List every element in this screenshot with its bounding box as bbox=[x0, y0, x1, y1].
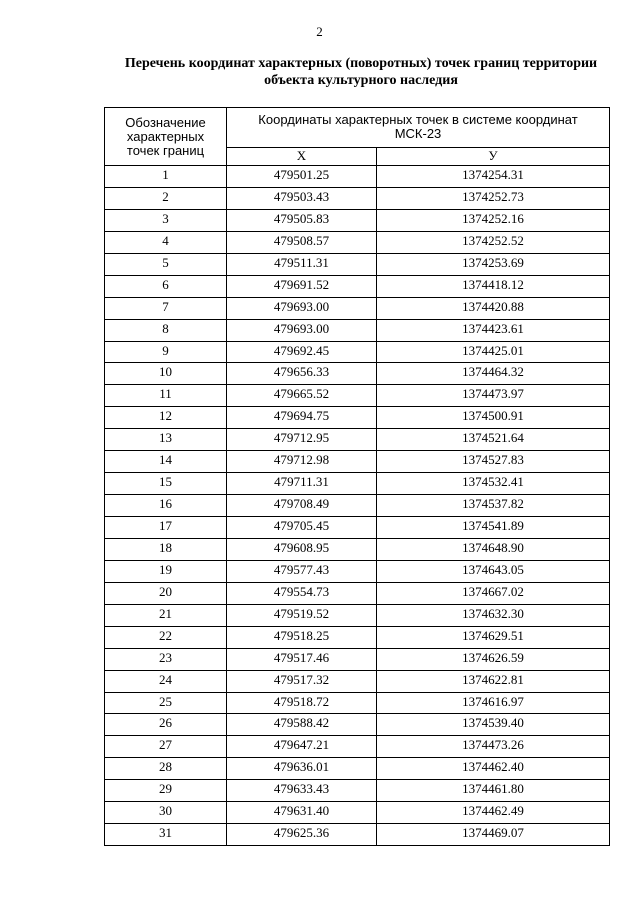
y-coordinate-cell: 1374541.89 bbox=[377, 517, 610, 539]
y-coordinate-cell: 1374254.31 bbox=[377, 166, 610, 188]
point-number-cell: 4 bbox=[105, 231, 227, 253]
y-coordinate-cell: 1374616.97 bbox=[377, 692, 610, 714]
x-coordinate-cell: 479665.52 bbox=[227, 385, 377, 407]
table-row bbox=[105, 166, 610, 188]
point-number-cell: 15 bbox=[105, 473, 227, 495]
table-row bbox=[105, 538, 610, 560]
table-row bbox=[105, 363, 610, 385]
point-number-cell: 28 bbox=[105, 758, 227, 780]
coordinates-table bbox=[104, 107, 610, 846]
point-number-cell: 24 bbox=[105, 670, 227, 692]
x-coordinate-cell: 479518.72 bbox=[227, 692, 377, 714]
point-number-cell: 2 bbox=[105, 187, 227, 209]
y-coordinate-cell: 1374629.51 bbox=[377, 626, 610, 648]
header-point-line-2: характерных bbox=[126, 128, 205, 144]
y-coordinate-cell: 1374252.52 bbox=[377, 231, 610, 253]
table-row bbox=[105, 714, 610, 736]
y-coordinate-cell: 1374462.40 bbox=[377, 758, 610, 780]
point-number-cell: 26 bbox=[105, 714, 227, 736]
x-coordinate-cell: 479705.45 bbox=[227, 517, 377, 539]
x-coordinate-cell: 479691.52 bbox=[227, 275, 377, 297]
x-coordinate-cell: 479693.00 bbox=[227, 297, 377, 319]
x-coordinate-cell: 479712.98 bbox=[227, 451, 377, 473]
table-row bbox=[105, 231, 610, 253]
table-header-row bbox=[105, 108, 610, 148]
x-coordinate-cell: 479694.75 bbox=[227, 407, 377, 429]
point-number-cell: 20 bbox=[105, 582, 227, 604]
table-row bbox=[105, 517, 610, 539]
y-coordinate-cell: 1374632.30 bbox=[377, 604, 610, 626]
x-coordinate-cell: 479693.00 bbox=[227, 319, 377, 341]
y-coordinate-cell: 1374521.64 bbox=[377, 429, 610, 451]
y-coordinate-cell: 1374473.97 bbox=[377, 385, 610, 407]
point-number-cell: 18 bbox=[105, 538, 227, 560]
x-coordinate-cell: 479517.46 bbox=[227, 648, 377, 670]
table-row bbox=[105, 604, 610, 626]
y-coordinate-cell: 1374252.73 bbox=[377, 187, 610, 209]
table-row bbox=[105, 802, 610, 824]
y-coordinate-cell: 1374252.16 bbox=[377, 209, 610, 231]
y-coordinate-cell: 1374648.90 bbox=[377, 538, 610, 560]
x-coordinate-cell: 479625.36 bbox=[227, 824, 377, 846]
point-number-cell: 9 bbox=[105, 341, 227, 363]
y-coordinate-cell: 1374539.40 bbox=[377, 714, 610, 736]
point-number-cell: 12 bbox=[105, 407, 227, 429]
point-number-cell: 30 bbox=[105, 802, 227, 824]
page-number: 2 bbox=[316, 24, 323, 39]
point-number-cell: 1 bbox=[105, 166, 227, 188]
y-coordinate-cell: 1374643.05 bbox=[377, 560, 610, 582]
header-point-designation bbox=[105, 108, 227, 166]
table-row bbox=[105, 187, 610, 209]
table-row bbox=[105, 473, 610, 495]
point-number-cell: 13 bbox=[105, 429, 227, 451]
x-coordinate-cell: 479636.01 bbox=[227, 758, 377, 780]
table-row bbox=[105, 560, 610, 582]
y-coordinate-cell: 1374473.26 bbox=[377, 736, 610, 758]
x-coordinate-cell: 479588.42 bbox=[227, 714, 377, 736]
table-row bbox=[105, 736, 610, 758]
y-coordinate-cell: 1374423.61 bbox=[377, 319, 610, 341]
table-row bbox=[105, 692, 610, 714]
point-number-cell: 5 bbox=[105, 253, 227, 275]
table-row bbox=[105, 824, 610, 846]
y-coordinate-cell: 1374532.41 bbox=[377, 473, 610, 495]
point-number-cell: 8 bbox=[105, 319, 227, 341]
table-row bbox=[105, 275, 610, 297]
x-coordinate-cell: 479631.40 bbox=[227, 802, 377, 824]
point-number-cell: 14 bbox=[105, 451, 227, 473]
x-coordinate-cell: 479633.43 bbox=[227, 780, 377, 802]
table-row bbox=[105, 582, 610, 604]
table-row bbox=[105, 626, 610, 648]
y-coordinate-cell: 1374418.12 bbox=[377, 275, 610, 297]
x-coordinate-cell: 479505.83 bbox=[227, 209, 377, 231]
table-row bbox=[105, 253, 610, 275]
point-number-cell: 21 bbox=[105, 604, 227, 626]
y-coordinate-cell: 1374461.80 bbox=[377, 780, 610, 802]
x-coordinate-cell: 479692.45 bbox=[227, 341, 377, 363]
y-coordinate-cell: 1374462.49 bbox=[377, 802, 610, 824]
table-row bbox=[105, 209, 610, 231]
point-number-cell: 10 bbox=[105, 363, 227, 385]
x-coordinate-cell: 479501.25 bbox=[227, 166, 377, 188]
x-coordinate-cell: 479656.33 bbox=[227, 363, 377, 385]
y-coordinate-cell: 1374527.83 bbox=[377, 451, 610, 473]
point-number-cell: 27 bbox=[105, 736, 227, 758]
point-number-cell: 22 bbox=[105, 626, 227, 648]
table-row bbox=[105, 341, 610, 363]
header-coordinate-system bbox=[227, 108, 610, 148]
y-coordinate-cell: 1374425.01 bbox=[377, 341, 610, 363]
header-y: У bbox=[377, 147, 610, 165]
point-number-cell: 6 bbox=[105, 275, 227, 297]
x-coordinate-cell: 479554.73 bbox=[227, 582, 377, 604]
point-number-cell: 31 bbox=[105, 824, 227, 846]
point-number-cell: 29 bbox=[105, 780, 227, 802]
header-system-line-1: Координаты характерных точек в системе координат bbox=[258, 112, 578, 128]
y-coordinate-cell: 1374500.91 bbox=[377, 407, 610, 429]
table-row bbox=[105, 407, 610, 429]
header-point-line-3: точек границ bbox=[126, 142, 205, 158]
x-coordinate-cell: 479508.57 bbox=[227, 231, 377, 253]
x-coordinate-cell: 479517.32 bbox=[227, 670, 377, 692]
x-coordinate-cell: 479608.95 bbox=[227, 538, 377, 560]
x-coordinate-cell: 479519.52 bbox=[227, 604, 377, 626]
x-coordinate-cell: 479577.43 bbox=[227, 560, 377, 582]
header-x: X bbox=[227, 147, 377, 165]
x-coordinate-cell: 479503.43 bbox=[227, 187, 377, 209]
document-title bbox=[96, 55, 626, 89]
point-number-cell: 19 bbox=[105, 560, 227, 582]
y-coordinate-cell: 1374464.32 bbox=[377, 363, 610, 385]
table-row bbox=[105, 495, 610, 517]
y-coordinate-cell: 1374420.88 bbox=[377, 297, 610, 319]
table-row bbox=[105, 670, 610, 692]
x-coordinate-cell: 479708.49 bbox=[227, 495, 377, 517]
header-point-line-1: Обозначение bbox=[125, 114, 206, 130]
point-number-cell: 7 bbox=[105, 297, 227, 319]
point-number-cell: 11 bbox=[105, 385, 227, 407]
table-row bbox=[105, 429, 610, 451]
y-coordinate-cell: 1374537.82 bbox=[377, 495, 610, 517]
table-row bbox=[105, 385, 610, 407]
point-number-cell: 3 bbox=[105, 209, 227, 231]
point-number-cell: 17 bbox=[105, 517, 227, 539]
y-coordinate-cell: 1374667.02 bbox=[377, 582, 610, 604]
x-coordinate-cell: 479511.31 bbox=[227, 253, 377, 275]
title-line-2: объекта культурного наследия bbox=[264, 73, 458, 88]
table-row bbox=[105, 451, 610, 473]
y-coordinate-cell: 1374469.07 bbox=[377, 824, 610, 846]
x-coordinate-cell: 479518.25 bbox=[227, 626, 377, 648]
table-row bbox=[105, 758, 610, 780]
y-coordinate-cell: 1374626.59 bbox=[377, 648, 610, 670]
point-number-cell: 25 bbox=[105, 692, 227, 714]
y-coordinate-cell: 1374622.81 bbox=[377, 670, 610, 692]
x-coordinate-cell: 479712.95 bbox=[227, 429, 377, 451]
point-number-cell: 16 bbox=[105, 495, 227, 517]
title-line-1: Перечень координат характерных (поворотных) точек границ территории bbox=[124, 56, 598, 71]
table-row bbox=[105, 297, 610, 319]
table-row bbox=[105, 648, 610, 670]
x-coordinate-cell: 479711.31 bbox=[227, 473, 377, 495]
point-number-cell: 23 bbox=[105, 648, 227, 670]
table-row bbox=[105, 319, 610, 341]
header-system-line-2: МСК-23 bbox=[394, 126, 442, 142]
table-row bbox=[105, 780, 610, 802]
x-coordinate-cell: 479647.21 bbox=[227, 736, 377, 758]
y-coordinate-cell: 1374253.69 bbox=[377, 253, 610, 275]
